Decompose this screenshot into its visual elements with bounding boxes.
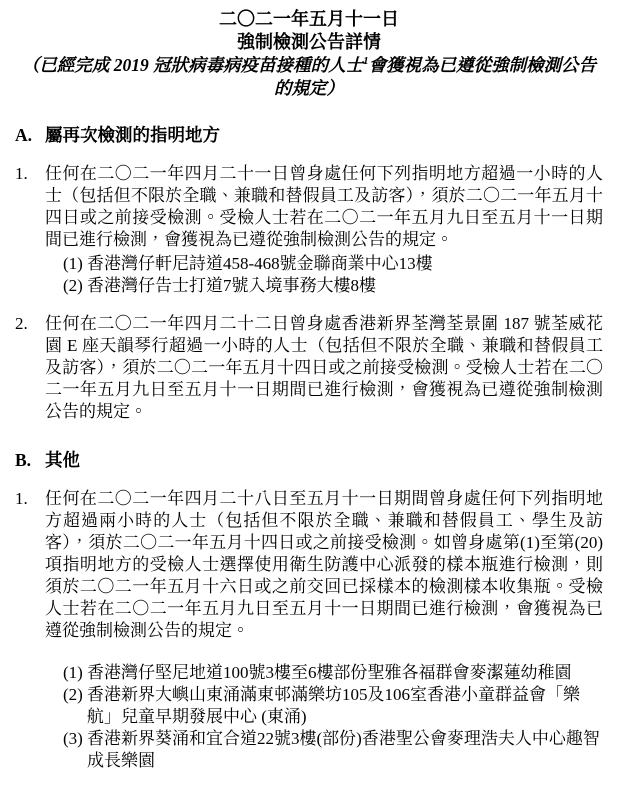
list-item [63,684,603,728]
paragraph-a1-text: 任何在二〇二一年四月二十一日曾身處任何下列指明地方超過一小時的人士（包括但不限於全職、兼職和替假員工及訪客），須於二〇二一年五月十四日或之前接受檢測。受檢人士若在二〇二一年五月九日至五月十一日期間已進行檢測，會獲視為已遵從強制檢測公告的規定。 [45,164,603,249]
list-item [63,275,603,297]
section-b-label: B. [15,450,32,470]
paragraph-b1-text: 任何在二〇二一年四月二十八日至五月十一日期間曾身處任何下列指明地方超過兩小時的人士（包括但不限於全職、兼職和替假員工、學生及訪客），須於二〇二一年五月十四日或之前接受檢測。如曾身處第(1)至第(20)項指明地方的受檢人士選擇使用衛生防護中心派發的樣本瓶進行檢測，則須於二〇二一年五月十六日或之前交回已採樣本的檢測樣本收集瓶。受檢人士若在二〇二一年五月九日至五月十一日期間已進行檢測，會獲視為已遵從強制檢測公告的規定。 [45,489,603,640]
list-item-text: 香港灣仔告士打道7號入境事務大樓8樓 [87,276,376,295]
document-title: 強制檢測公告詳情 [237,32,381,52]
list-item [63,662,603,684]
list-item-marker: (2) [63,685,83,704]
paragraph-a2-text: 任何在二〇二一年四月二十二日曾身處香港新界荃灣荃景圍 187 號荃威花園 E 座天韻琴行超過一小時的人士（包括但不限於全職、兼職和替假員工及訪客），須於二〇二一年五月十四日或之前接受檢測。受檢人士若在二〇二一年五月九日至五月十一日期間已進行檢測，會獲視為已遵從強制檢測公告的規定。 [45,314,603,421]
location-list-b [63,662,603,772]
list-item-marker: (1) [63,254,83,273]
footnote-reference-1: 1 [363,55,369,68]
paragraph-a2-number: 2. [15,314,28,333]
paragraph-a1-number: 1. [15,164,28,183]
list-item-text: 香港灣仔堅尼地道100號3樓至6樓部份聖雅各福群會麥潔蓮幼稚園 [87,663,572,682]
section-a-title: 屬再次檢測的指明地方 [45,125,220,145]
section-b-others [15,449,603,772]
list-item-text: 香港灣仔軒尼詩道458-468號金聯商業中心13樓 [87,254,433,273]
section-b-title: 其他 [45,450,80,470]
list-item-marker: (1) [63,663,83,682]
paragraph-a2-body [45,313,603,423]
document-subtitle [15,54,603,100]
section-b-heading [15,449,603,471]
list-item-marker: (3) [63,729,83,748]
paragraph-a1 [15,163,603,297]
paragraph-a1-body [45,163,603,297]
subtitle-suffix: 會獲視為已遵從強制檢測公告的規定） [274,55,597,98]
list-item [63,253,603,275]
section-a-heading [15,124,603,146]
location-list-a [63,253,603,297]
document-header [15,8,603,100]
list-item-marker: (2) [63,276,83,295]
subtitle-prefix: （已經完成 2019 冠狀病毒病疫苗接種的人士 [21,55,364,75]
section-a-retesting-places [15,124,603,423]
list-item-text: 香港新界大嶼山東涌滿東邨滿樂坊105及106室香港小童群益會「樂航」兒童早期發展中心 (東涌) [87,685,580,726]
paragraph-b1-number: 1. [15,489,28,508]
paragraph-a2 [15,313,603,423]
document-date: 二〇二一年五月十一日 [219,9,399,29]
paragraph-b1 [15,488,603,772]
paragraph-b1-body [45,488,603,772]
section-a-label: A. [15,125,33,145]
list-item-text: 香港新界葵涌和宜合道22號3樓(部份)香港聖公會麥理浩夫人中心趣智成長樂園 [87,729,600,770]
list-item [63,728,603,772]
